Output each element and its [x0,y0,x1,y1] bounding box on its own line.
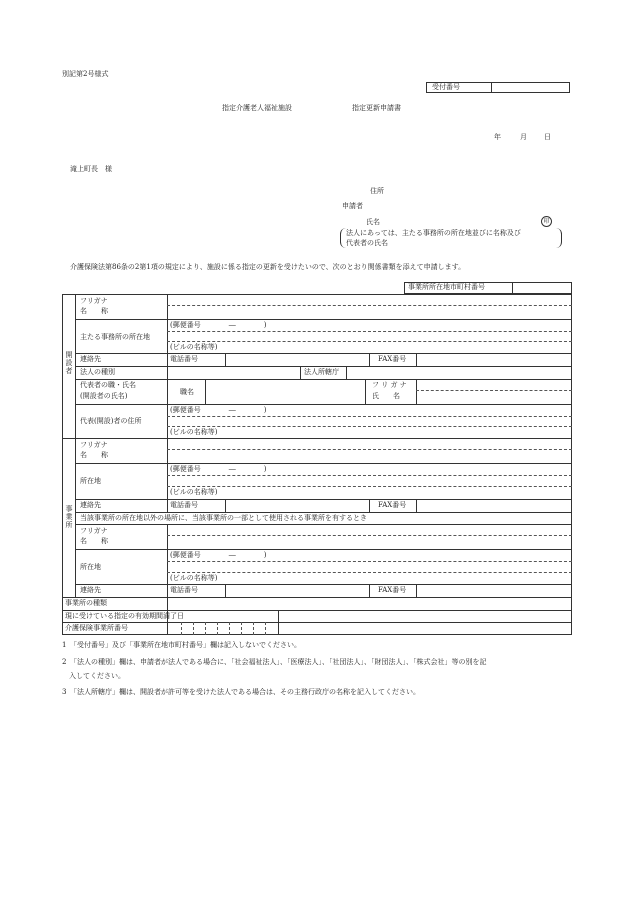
office-location-field[interactable] [170,476,570,485]
office-type-field[interactable] [170,599,570,608]
sub-office-contact-label: 連絡先 [80,586,101,594]
office-tel-field[interactable] [227,501,367,510]
applicant-name-label: 氏名 [366,218,380,226]
rep-title-name-label-1: 代表者の職・氏名 [80,381,136,389]
receipt-number-label: 受付番号 [432,83,460,91]
rep-postal: (郵便番号 ― ) [170,406,267,414]
receipt-number-field[interactable] [493,83,568,92]
date-month: 月 [520,133,527,141]
office-name-label: 名 称 [80,451,108,459]
office-tel-label: 電話番号 [170,501,198,509]
rep-furigana-field[interactable] [418,381,568,389]
founder-furigana-label: フリガナ [80,297,108,305]
founder-section-label: 開設者 [65,351,73,375]
office-furigana-field[interactable] [170,440,570,448]
office-fax-label: FAX番号 [378,501,407,509]
founder-name-label: 名 称 [80,307,108,315]
sub-office-tel-field[interactable] [227,586,367,595]
note-2-cont: 入してください。 [62,672,125,680]
founder-name-field[interactable] [170,307,570,318]
office-contact-label: 連絡先 [80,501,101,509]
founder-postal: (郵便番号 ― ) [170,321,267,329]
rep-title-name-label-2: (開設者の氏名) [80,392,128,400]
rep-furigana-label: フ リ ガ ナ [372,381,407,389]
founder-furigana-field[interactable] [170,296,570,304]
office-fax-field[interactable] [418,501,568,510]
office-furigana-label: フリガナ [80,441,108,449]
corp-type-field[interactable] [170,368,298,377]
sub-office-furigana-field[interactable] [170,526,570,534]
addressee: 滝上町長 様 [70,165,112,173]
expiry-label: 現に受けている指定の有効期間満了日 [65,612,184,620]
founder-fax-label: FAX番号 [378,355,407,363]
rep-person-name-label: 氏 名 [372,392,400,400]
sub-office-building: (ビルの名称等) [170,574,218,582]
main-office-address-field[interactable] [170,332,570,341]
founder-tel-field[interactable] [227,355,367,364]
sub-office-postal: (郵便番号 ― ) [170,551,267,559]
seal-icon: 印 [541,216,552,227]
sub-office-name-field[interactable] [170,537,570,548]
date-day: 日 [544,133,551,141]
founder-building: (ビルの名称等) [170,343,218,351]
founder-fax-field[interactable] [418,355,568,364]
office-name-field[interactable] [170,451,570,462]
founder-contact-label: 連絡先 [80,355,101,363]
sub-office-fax-field[interactable] [418,586,568,595]
office-location-label: 所在地 [80,477,101,485]
rep-address-label: 代表(開設)者の住所 [80,417,142,425]
applicant-address-label: 住所 [370,187,384,195]
office-type-label: 事業所の種類 [65,599,107,607]
sub-office-tel-label: 電話番号 [170,586,198,594]
corp-type-label: 法人の種別 [80,368,115,376]
title-facility: 指定介護老人福祉施設 [222,104,292,112]
rep-post-label: 職名 [180,388,194,396]
office-code-field[interactable] [514,283,570,293]
sub-office-location-label: 所在地 [80,563,101,571]
other-location-note: 当該事業所の所在地以外の場所に、当該事業所の一部として使用される事業所を有するとき [80,514,367,522]
sub-office-name-label: 名 称 [80,537,108,545]
sub-office-location-field[interactable] [170,562,570,571]
corp-authority-label: 法人所轄庁 [304,368,339,376]
intro-text: 介護保険法第86条の2第1項の規定により、施設に係る指定の更新を受けたいので、次のとおり関係書類を添えて申請します。 [70,263,466,271]
office-section-label: 事業所 [65,505,73,529]
note-3: 3 「法人所轄庁」欄は、開設者が許可等を受けた法人である場合は、その主務行政庁の名称を記入してください。 [62,688,420,696]
insurance-no-label: 介護保険事業所番号 [65,624,128,632]
corp-authority-field[interactable] [348,368,568,377]
rep-address-field[interactable] [170,417,570,426]
sub-office-furigana-label: フリガナ [80,527,108,535]
rep-building: (ビルの名称等) [170,428,218,436]
form-id: 別記第2号様式 [62,70,109,78]
applicant-note-1: 法人にあっては、主たる事務所の所在地並びに名称及び [346,229,521,237]
applicant-label: 申請者 [342,202,363,210]
main-office-address-label: 主たる事務所の所在地 [80,333,150,341]
office-building: (ビルの名称等) [170,488,218,496]
office-code-label: 事業所所在地市町村番号 [408,283,485,291]
note-2: 2 「法人の種別」欄は、申請者が法人である場合に、「社会福祉法人」、「医療法人」、「社団法人」、「財団法人」、「株式会社」等の別を記 [62,658,487,666]
note-1: 1 「受付番号」及び「事業所在地市町村番号」欄は記入しないでください。 [62,641,301,649]
sub-office-fax-label: FAX番号 [378,586,407,594]
office-postal: (郵便番号 ― ) [170,465,267,473]
applicant-note-2: 代表者の氏名 [346,239,388,247]
title-application: 指定更新申請書 [352,104,401,112]
rep-person-name-field[interactable] [418,392,568,402]
rep-post-field[interactable] [207,381,363,402]
insurance-no-field[interactable] [169,623,277,634]
expiry-field[interactable] [210,612,276,620]
date-year: 年 [494,133,501,141]
founder-tel-label: 電話番号 [170,355,198,363]
